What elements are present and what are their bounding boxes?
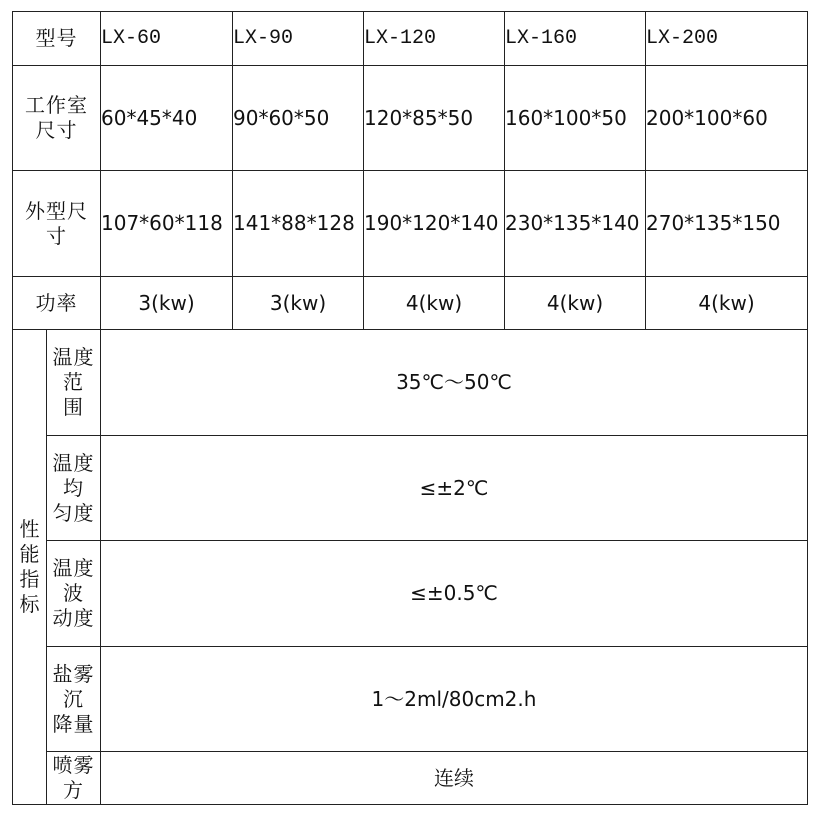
performance-item-label [47, 436, 101, 541]
performance-row [13, 752, 808, 805]
model-label: 型号 [13, 12, 101, 66]
power-cell: 4(kw) [364, 277, 505, 330]
model-cell: LX-120 [364, 12, 505, 66]
power-cell: 3(kw) [233, 277, 364, 330]
performance-item-label-line2: 匀度 [52, 500, 95, 525]
work-room-size-cell: 90*60*50 [233, 66, 364, 171]
performance-item-label [47, 330, 101, 436]
outer-size-label-line1: 外型尺 [25, 198, 88, 223]
outer-size-cell: 270*135*150 [646, 171, 808, 277]
performance-row [13, 330, 808, 436]
model-cell: LX-160 [505, 12, 646, 66]
performance-label-char: 性 [19, 517, 40, 541]
performance-item-label-line1: 温度波 [52, 556, 95, 605]
work-room-label-line2: 尺寸 [35, 118, 78, 142]
performance-value: 1～2ml/80cm2.h [101, 647, 808, 752]
work-room-label [13, 66, 101, 171]
performance-item-label-line2: 围 [63, 395, 84, 419]
work-room-label-line1: 工作室 [25, 93, 88, 117]
outer-size-cell: 230*135*140 [505, 171, 646, 277]
performance-value: 35℃～50℃ [101, 330, 808, 436]
performance-value: 连续 [101, 752, 808, 805]
model-cell: LX-60 [101, 12, 233, 66]
work-room-size-cell: 120*85*50 [364, 66, 505, 171]
model-cell: LX-90 [233, 12, 364, 66]
power-cell: 4(kw) [646, 277, 808, 330]
work-room-size-cell: 200*100*60 [646, 66, 808, 171]
performance-item-label-line1: 温度均 [52, 450, 95, 500]
performance-row [13, 436, 808, 541]
performance-item-label-line1: 盐雾沉 [52, 661, 95, 711]
performance-label [13, 330, 47, 805]
performance-value: ≤±0.5℃ [101, 541, 808, 647]
work-room-size-cell: 60*45*40 [101, 66, 233, 171]
performance-value: ≤±2℃ [101, 436, 808, 541]
performance-row [13, 647, 808, 752]
performance-item-label [47, 541, 101, 647]
performance-item-label-line2: 降量 [52, 711, 95, 736]
performance-item-label [47, 647, 101, 752]
power-label: 功率 [13, 277, 101, 330]
model-row [13, 12, 808, 66]
outer-size-label [13, 171, 101, 277]
work-room-row [13, 66, 808, 171]
outer-size-cell: 107*60*118 [101, 171, 233, 277]
performance-label-char: 指 [19, 567, 40, 591]
work-room-size-cell: 160*100*50 [505, 66, 646, 171]
performance-item-label [47, 752, 101, 805]
performance-label-char: 标 [19, 592, 40, 616]
performance-item-label-line2: 动度 [52, 606, 95, 630]
performance-item-label-line1: 温度范 [52, 345, 95, 394]
power-cell: 3(kw) [101, 277, 233, 330]
outer-size-cell: 141*88*128 [233, 171, 364, 277]
outer-size-cell: 190*120*140 [364, 171, 505, 277]
outer-size-row [13, 171, 808, 277]
performance-row [13, 541, 808, 647]
spec-table [12, 11, 808, 805]
outer-size-label-line2: 寸 [46, 223, 67, 248]
power-cell: 4(kw) [505, 277, 646, 330]
model-cell: LX-200 [646, 12, 808, 66]
power-row [13, 277, 808, 330]
performance-item-label-line1: 喷雾方 [52, 753, 95, 802]
performance-label-char: 能 [19, 542, 40, 566]
